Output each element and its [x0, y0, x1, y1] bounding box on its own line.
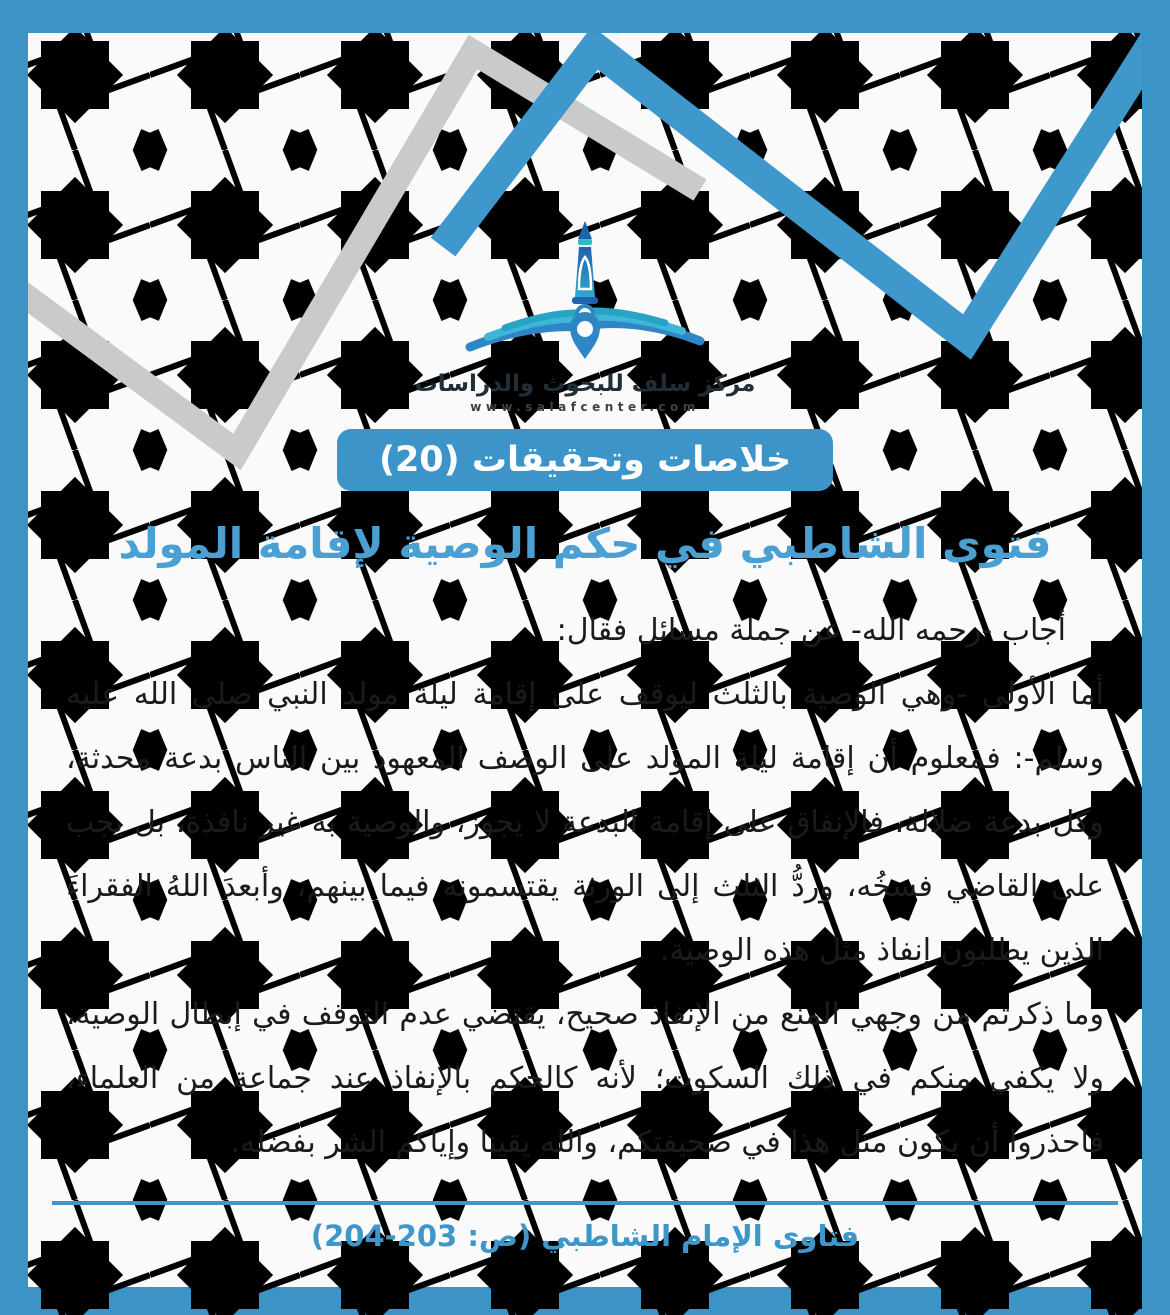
fatwa-paragraph: وما ذكرتم من وجهي المنع من الإنفاذ صحيح، يقتضي عدم التوقف في إبطال الوصية، ولا يكفي منكم في ذلك السكوت؛ لأنه كالحكم بالإنفاذ عند جماعة من العلماء، فاحذروا أن يكون مثل هذا في صحيفتكم، والله يقينا وإياكم الشر بفضله.: [66, 997, 1104, 1160]
footer: [52, 1201, 1118, 1253]
fatwa-body: [66, 599, 1104, 1175]
series-banner-label: خلاصات وتحقيقات (20): [337, 429, 833, 491]
page-title: فتوى الشاطبي في حكم الوصية لإقامة المولد: [118, 519, 1052, 568]
logo-block: [28, 219, 1142, 414]
brand-name: مركز سلف للبحوث والدراسات: [414, 371, 756, 397]
footer-divider: [52, 1201, 1118, 1205]
brand-website: www.salafcenter.com: [470, 400, 700, 414]
content-area: [28, 33, 1142, 1287]
series-banner: [28, 429, 1142, 491]
minaret-open-book-logo-icon: [450, 219, 720, 369]
fatwa-paragraph: أما الأولى -وهي الوصية بالثلث ليوقف على إقامة ليلة مولد النبي صلى الله عليه وسلم-: فمعلوم أن إقامة ليلة المولد على الوصف المعهود بين الناس بدعة محدثة، وكل بدعة ضلالة، فالإنفاق على إقامة البدعة لا يجوز، والوصية به غير نافذة، بل يجب على القاضي فسخُه، وردُّ الثلث إلى الورثة يقتسمونه فيما بينهم، وأبعدَ اللهُ الفقراءَ الذين يطلبون إنفاذ مثل هذه الوصية.: [66, 677, 1104, 968]
fatwa-intro-line: أجاب -رحمه الله- عن جملة مسائل فقال:: [556, 613, 1066, 648]
source-reference: فتاوى الإمام الشاطبي (ص: 203-204): [310, 1219, 860, 1253]
